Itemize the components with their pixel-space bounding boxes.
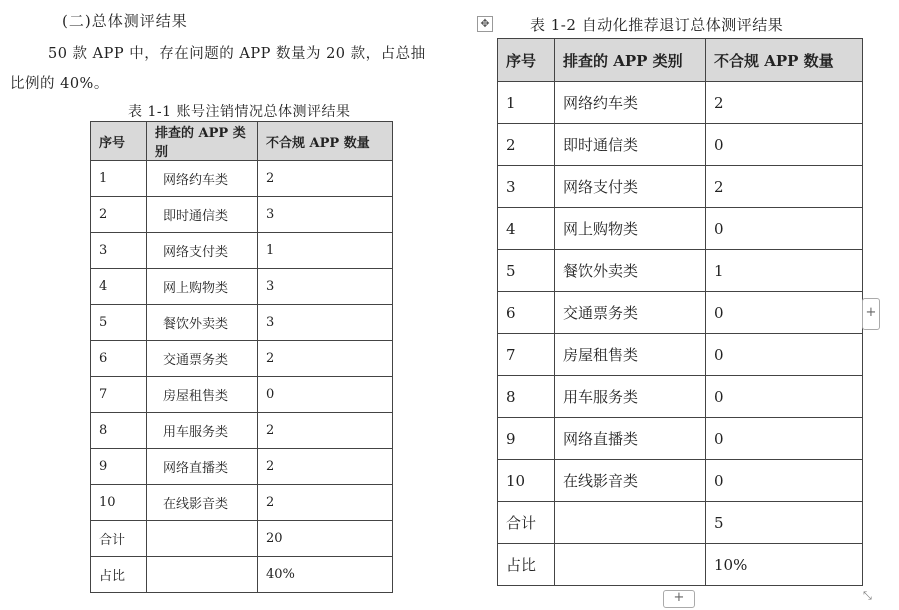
table-header-row — [498, 39, 863, 82]
header-index[interactable]: 序号 — [91, 122, 147, 161]
section-heading: (二)总体测评结果 — [62, 12, 188, 30]
cell-count[interactable]: 1 — [706, 250, 863, 292]
cell-category[interactable]: 网络约车类 — [555, 82, 706, 124]
cell-category[interactable]: 网上购物类 — [147, 269, 258, 305]
cell-index[interactable]: 5 — [91, 305, 147, 341]
cell-category[interactable]: 房屋租售类 — [555, 334, 706, 376]
table-row — [91, 485, 393, 521]
table-row — [498, 124, 863, 166]
cell-index[interactable]: 9 — [91, 449, 147, 485]
table-row — [91, 341, 393, 377]
table-row — [91, 233, 393, 269]
cell-index[interactable]: 4 — [498, 208, 555, 250]
cell-index[interactable]: 5 — [498, 250, 555, 292]
add-column-button[interactable]: + — [862, 298, 880, 330]
cell-index[interactable]: 8 — [91, 413, 147, 449]
body-paragraph-line-1: 50 款 APP 中，存在问题的 APP 数量为 20 款，占总抽 — [48, 46, 426, 62]
cell-category[interactable]: 餐饮外卖类 — [147, 305, 258, 341]
cell-count[interactable]: 10% — [706, 544, 863, 586]
cell-index[interactable]: 1 — [91, 161, 147, 197]
table-row — [498, 502, 863, 544]
cell-index[interactable]: 10 — [91, 485, 147, 521]
cell-index[interactable]: 8 — [498, 376, 555, 418]
table-row — [91, 377, 393, 413]
cell-category[interactable] — [147, 521, 258, 557]
cell-category[interactable]: 网络直播类 — [555, 418, 706, 460]
cell-count[interactable]: 2 — [258, 413, 393, 449]
cell-index[interactable]: 10 — [498, 460, 555, 502]
cell-count[interactable]: 0 — [706, 460, 863, 502]
cell-category[interactable]: 即时通信类 — [147, 197, 258, 233]
add-row-button[interactable]: + — [663, 590, 695, 608]
cell-category[interactable]: 在线影音类 — [147, 485, 258, 521]
cell-category[interactable]: 网上购物类 — [555, 208, 706, 250]
table-row — [498, 376, 863, 418]
table-row — [91, 557, 393, 593]
table-row — [498, 460, 863, 502]
cell-count[interactable]: 3 — [258, 197, 393, 233]
cell-category[interactable]: 网络支付类 — [555, 166, 706, 208]
cell-count[interactable]: 2 — [706, 82, 863, 124]
cell-category[interactable]: 用车服务类 — [147, 413, 258, 449]
cell-category[interactable]: 即时通信类 — [555, 124, 706, 166]
table-row — [498, 292, 863, 334]
cell-category[interactable]: 餐饮外卖类 — [555, 250, 706, 292]
cell-count[interactable]: 2 — [258, 449, 393, 485]
cell-category[interactable]: 网络约车类 — [147, 161, 258, 197]
cell-index[interactable]: 3 — [91, 233, 147, 269]
cell-count[interactable]: 2 — [706, 166, 863, 208]
cell-index[interactable]: 占比 — [498, 544, 555, 586]
cell-category[interactable] — [555, 502, 706, 544]
cell-index[interactable]: 2 — [91, 197, 147, 233]
cell-count[interactable]: 0 — [706, 124, 863, 166]
table-row — [91, 197, 393, 233]
cell-category[interactable]: 在线影音类 — [555, 460, 706, 502]
cell-index[interactable]: 3 — [498, 166, 555, 208]
cell-count[interactable]: 2 — [258, 341, 393, 377]
cell-count[interactable]: 2 — [258, 485, 393, 521]
cell-index[interactable]: 占比 — [91, 557, 147, 593]
table-row — [91, 269, 393, 305]
cell-index[interactable]: 2 — [498, 124, 555, 166]
cell-index[interactable]: 6 — [91, 341, 147, 377]
cell-index[interactable]: 合计 — [91, 521, 147, 557]
cell-count[interactable]: 0 — [258, 377, 393, 413]
table-row — [498, 82, 863, 124]
cell-count[interactable]: 3 — [258, 305, 393, 341]
cell-index[interactable]: 7 — [91, 377, 147, 413]
cell-index[interactable]: 6 — [498, 292, 555, 334]
table-1-caption: 表 1-1 账号注销情况总体测评结果 — [128, 104, 351, 120]
cell-category[interactable] — [147, 557, 258, 593]
table-row — [91, 161, 393, 197]
cell-index[interactable]: 合计 — [498, 502, 555, 544]
header-index[interactable]: 序号 — [498, 39, 555, 82]
header-category[interactable]: 排查的 APP 类别 — [147, 122, 258, 161]
cell-category[interactable]: 网络直播类 — [147, 449, 258, 485]
cell-category[interactable]: 交通票务类 — [147, 341, 258, 377]
table-resize-handle-icon[interactable]: ⤡ — [863, 589, 872, 602]
cell-count[interactable]: 3 — [258, 269, 393, 305]
body-paragraph-line-2: 比例的 40%。 — [10, 76, 109, 92]
table-row — [91, 305, 393, 341]
table-row — [91, 449, 393, 485]
cell-count[interactable]: 20 — [258, 521, 393, 557]
cell-count[interactable]: 5 — [706, 502, 863, 544]
header-count[interactable]: 不合规 APP 数量 — [706, 39, 863, 82]
cell-category[interactable]: 交通票务类 — [555, 292, 706, 334]
cell-index[interactable]: 9 — [498, 418, 555, 460]
cell-count[interactable]: 0 — [706, 334, 863, 376]
table-row — [498, 544, 863, 586]
cell-count[interactable]: 0 — [706, 418, 863, 460]
cell-category[interactable]: 用车服务类 — [555, 376, 706, 418]
account-cancellation-table — [90, 121, 393, 593]
table-move-handle-icon[interactable]: ✥ — [477, 16, 493, 32]
cell-count[interactable]: 0 — [706, 292, 863, 334]
table-row — [498, 208, 863, 250]
cell-count[interactable]: 1 — [258, 233, 393, 269]
table-row — [91, 413, 393, 449]
header-category[interactable]: 排查的 APP 类别 — [555, 39, 706, 82]
cell-index[interactable]: 7 — [498, 334, 555, 376]
cell-category[interactable]: 房屋租售类 — [147, 377, 258, 413]
cell-category[interactable] — [555, 544, 706, 586]
cell-count[interactable]: 0 — [706, 208, 863, 250]
table-row — [498, 418, 863, 460]
table-row — [498, 166, 863, 208]
table-row — [498, 250, 863, 292]
table-row — [91, 521, 393, 557]
cell-index[interactable]: 1 — [498, 82, 555, 124]
cell-category[interactable]: 网络支付类 — [147, 233, 258, 269]
table-header-row — [91, 122, 393, 161]
cell-count[interactable]: 2 — [258, 161, 393, 197]
table-2-caption: 表 1-2 自动化推荐退订总体测评结果 — [530, 16, 784, 34]
cell-index[interactable]: 4 — [91, 269, 147, 305]
header-count[interactable]: 不合规 APP 数量 — [258, 122, 393, 161]
cell-count[interactable]: 40% — [258, 557, 393, 593]
cell-count[interactable]: 0 — [706, 376, 863, 418]
table-row — [498, 334, 863, 376]
auto-recommendation-unsubscribe-table — [497, 38, 863, 586]
